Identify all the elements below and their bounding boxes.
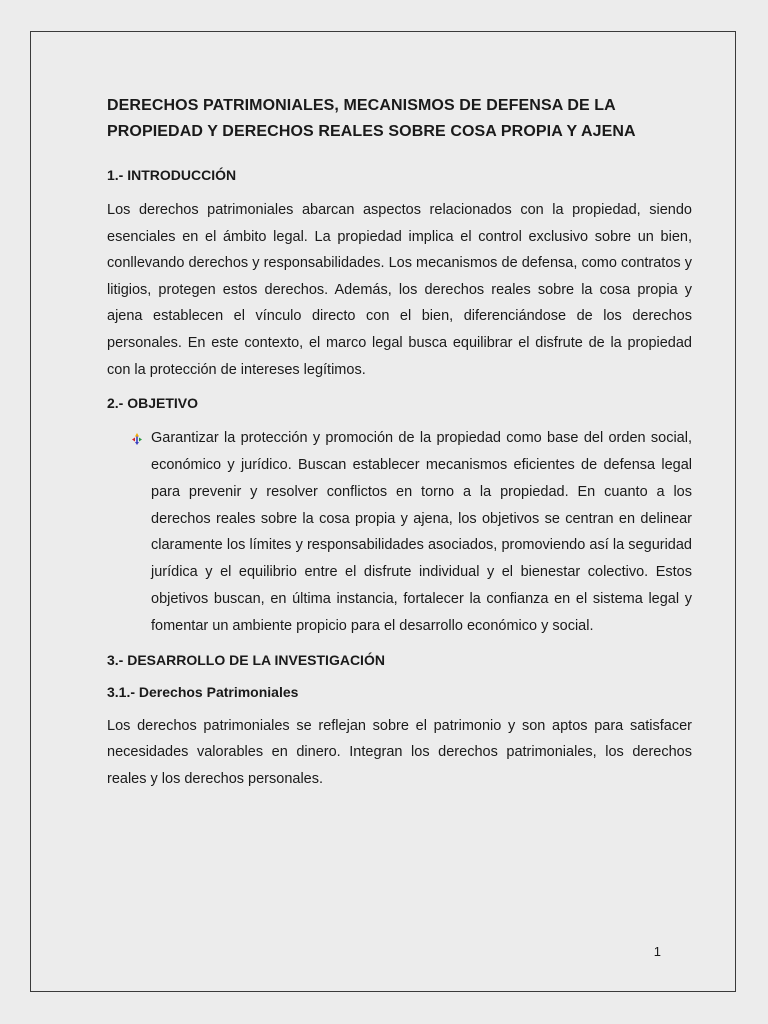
four-arrows-bullet-icon [132,425,151,639]
introduction-paragraph: Los derechos patrimoniales abarcan aspectos relacionados con la propiedad, siendo esenciales en el ámbito legal. La propiedad implica el control exclusivo sobre un bien, conllevando derechos y responsabilidades. Los mecanismos de defensa, como contratos y litigios, protegen estos derechos. Además, los derechos reales sobre la cosa propia y ajena establecen el vínculo directo con el bien, diferenciándose de los derechos personales. En este contexto, el marco legal busca equilibrar el disfrute de la propiedad con la protección de intereses legítimos. [107,202,692,378]
section-heading-introduction: 1.- INTRODUCCIÓN [107,167,237,183]
section-heading-development: 3.- DESARROLLO DE LA INVESTIGACIÓN [107,651,385,668]
document-content [107,93,692,802]
derechos-patrimoniales-paragraph: Los derechos patrimoniales se reflejan sobre el patrimonio y son aptos para satisfacer necesidades valorables en dinero. Integran los derechos patrimoniales, los derechos reales y los derechos personales. [107,717,692,787]
document-page [30,31,736,992]
page-number: 1 [653,944,661,959]
subsection-heading-derechos-patrimoniales: 3.1.- Derechos Patrimoniales [107,683,299,700]
objective-bullet-item [107,425,692,639]
section-heading-objective: 2.- OBJETIVO [107,395,199,412]
objective-bullet-text: Garantizar la protección y promoción de la propiedad como base del orden social, económico y jurídico. Buscan establecer mecanismos eficientes de defensa legal para prevenir y resolver conflictos en torno a la propiedad. En cuanto a los derechos reales sobre la cosa propia y ajena, los objetivos se centran en delinear claramente los límites y responsabilidades asociados, promoviendo así la seguridad jurídica y el equilibrio entre el disfrute individual y el bienestar colectivo. Estos objetivos buscan, en última instancia, fortalecer la confianza en el sistema legal y fomentar un ambiente propicio para el desarrollo económico y social. [151,430,692,634]
document-title: DERECHOS PATRIMONIALES, MECANISMOS DE DEFENSA DE LA PROPIEDAD Y DERECHOS REALES SOBRE COSA PROPIA Y AJENA [107,97,636,140]
